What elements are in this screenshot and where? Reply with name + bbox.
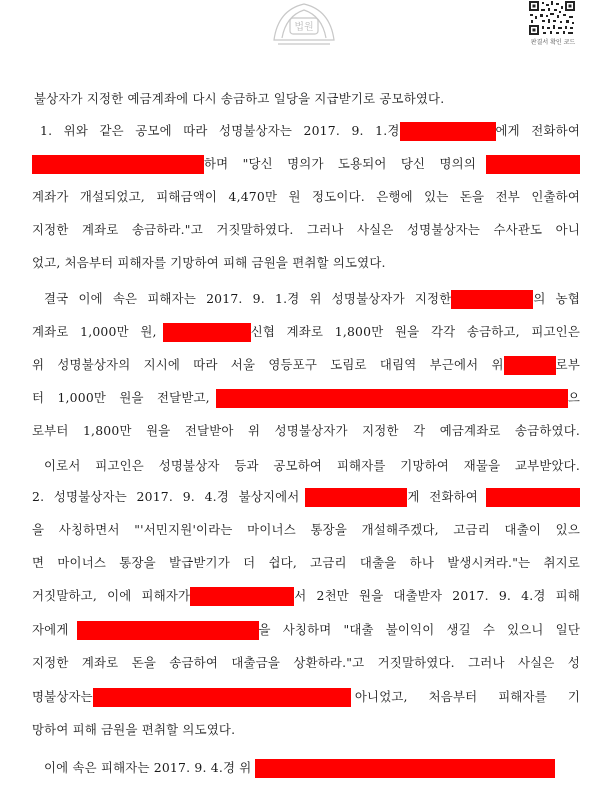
text-line [32,387,580,409]
redaction-box [400,122,496,141]
text-line [32,585,580,607]
line-text: 불상자가 지정한 예금계좌에 다시 송금하고 일당을 지급받기로 공모하였다. [34,91,445,106]
redaction-box [451,290,533,309]
line-text: 계좌가 개설되었고, 피해금액이 4,470만 원 정도이다. 은행에 있는 돈을 전부 인출하여 [32,189,580,204]
line-text: 계좌로 1,000만 원, [32,324,157,339]
text-line [32,486,580,508]
line-text: 명불상자는 [32,689,93,704]
redaction-box [255,759,555,778]
line-text: 자에게 [32,622,69,637]
redaction-box [486,488,580,507]
line-text: 을 사칭하면서 "'서민지원'이라는 마이너스 통장을 개설해주겠다, 고금리 대출이 있으 [32,522,580,537]
line-text: 지정한 계좌로 송금하라."고 거짓말하였다. 그러나 사실은 성명불상자는 수사관도 아니 [32,222,580,237]
court-seal-icon [268,0,340,46]
text-line [32,153,580,175]
line-text: 지정한 계좌로 돈을 송금하여 대출금을 상환하라."고 거짓말하였다. 그러나 사실은 성 [32,655,580,670]
text-line [32,552,580,574]
line-text: 게 전화하여 [407,489,478,504]
redaction-box [77,621,259,640]
seal-text: 법원 [294,22,314,33]
line-text: 1. 위와 같은 공모에 따라 성명불상자는 2017. 9. 1.경 [40,123,400,138]
text-line [44,455,580,477]
text-line [32,652,580,674]
line-text: 면 마이너스 통장을 발급받기가 더 쉽다, 고금리 대출을 하나 발생시켜라."는 취지로 [32,555,580,570]
line-text: 서 2천만 원을 대출받자 2017. 9. 4.경 피해 [294,588,580,603]
redaction-box [93,688,351,707]
qr-caption: 판결서 확인 코드 [530,39,576,46]
line-text: 을 사칭하며 "대출 불이익이 생길 수 있으니 일단 [258,622,580,637]
text-line [34,88,582,110]
line-text: 신협 계좌로 1,800만 원을 각각 송금하고, 피고인은 [250,324,581,339]
text-line [32,252,580,274]
text-line [44,288,580,310]
text-line [32,186,580,208]
text-line [44,757,580,779]
redaction-box [163,323,251,342]
line-text: 2. 성명불상자는 2017. 9. 4.경 불상지에서 [32,489,300,504]
redaction-box [32,155,204,174]
line-text: 거짓말하고, 이에 피해자가 [32,588,191,603]
qr-code-icon [528,0,576,36]
line-text: 망하여 피해 금원을 편취할 의도였다. [32,722,236,737]
line-text: 아니었고, 처음부터 피해자를 기 [354,689,580,704]
line-text: 의 농협 [533,291,580,306]
line-text: 결국 이에 속은 피해자는 2017. 9. 1.경 위 성명불상자가 지정한 [44,291,452,306]
line-text: 하며 "당신 명의가 도용되어 당신 명의의 [204,156,476,171]
line-text: 로부 [555,357,580,372]
text-line [32,686,580,708]
text-line [32,354,580,376]
line-text: 에게 전화하여 [495,123,580,138]
redaction-box [504,356,556,375]
redaction-box [486,155,580,174]
text-line [32,219,580,241]
line-text: 터 1,000만 원을 전달받고, [32,390,210,405]
text-line [32,719,580,741]
text-line [32,519,580,541]
line-text: 었고, 처음부터 피해자를 기망하여 피해 금원을 편취할 의도였다. [32,255,386,270]
line-text: 이에 속은 피해자는 2017. 9. 4.경 위 [44,760,252,775]
redaction-box [216,389,568,408]
text-line [32,420,580,442]
line-text: 이로서 피고인은 성명불상자 등과 공모하여 피해자를 기망하여 재물을 교부받았다. [44,458,580,473]
redaction-box [190,587,294,606]
line-text: 으 [567,390,580,405]
redaction-box [305,488,407,507]
line-text: 로부터 1,800만 원을 전달받아 위 성명불상자가 지정한 각 예금계좌로 송금하였다. [32,423,580,438]
line-text: 위 성명불상자의 지시에 따라 서울 영등포구 도림로 대림역 부근에서 위 [32,357,504,372]
text-line [32,619,580,641]
text-line [32,321,580,343]
text-line [40,120,580,142]
